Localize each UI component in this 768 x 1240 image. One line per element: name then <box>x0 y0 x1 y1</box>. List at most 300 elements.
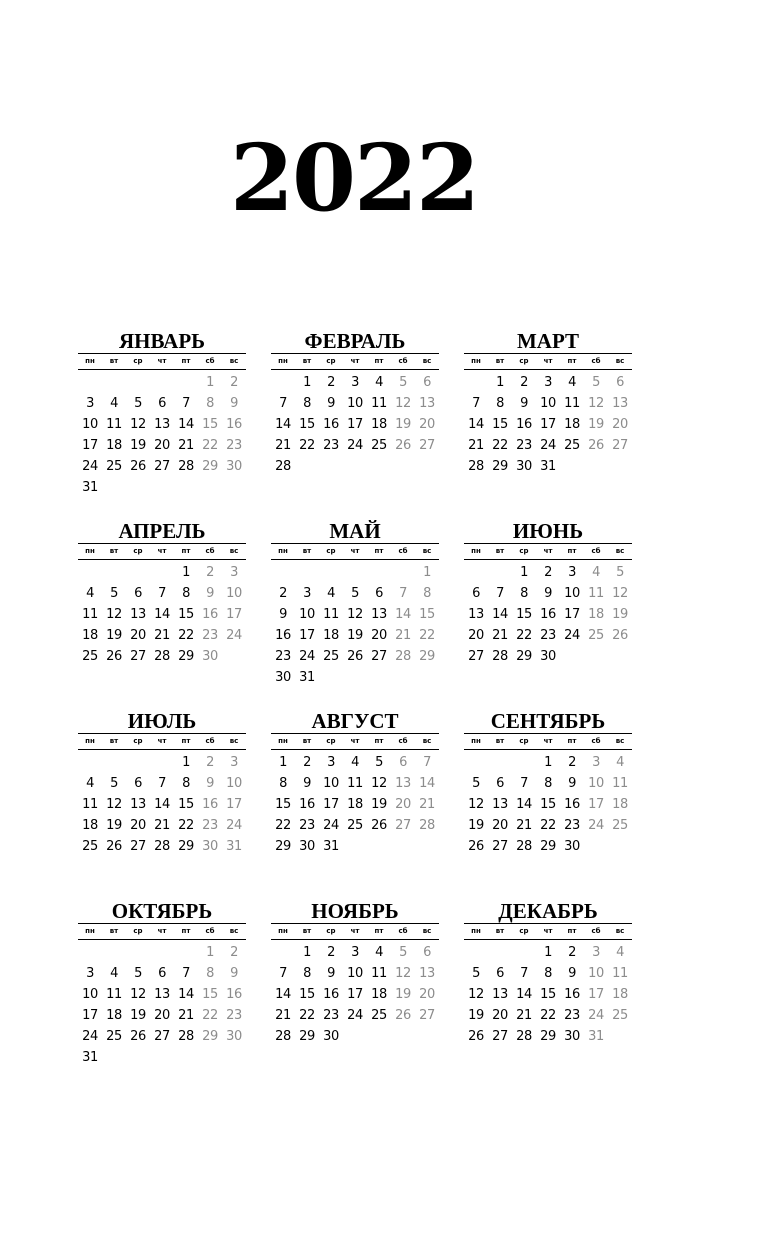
day-cell: 9 <box>303 776 311 791</box>
day-cell: 15 <box>540 797 556 812</box>
day-cell: 25 <box>82 649 98 664</box>
day-cell: 1 <box>423 565 431 580</box>
day-cell: 9 <box>568 776 576 791</box>
day-cell: 29 <box>540 839 556 854</box>
day-cell: 28 <box>275 459 291 474</box>
weekday-label: ср <box>133 357 143 365</box>
empty-cell <box>464 372 488 393</box>
weekday-label: сб <box>398 547 408 555</box>
day-cell: 23 <box>564 1008 580 1023</box>
day-cell: 7 <box>472 396 480 411</box>
day-cell: 13 <box>492 987 508 1002</box>
day-cell: 11 <box>323 607 339 622</box>
day-cell: 11 <box>82 607 98 622</box>
day-cell: 8 <box>496 396 504 411</box>
day-cell: 19 <box>130 438 146 453</box>
weekday-label: пн <box>471 737 481 745</box>
day-cell: 11 <box>612 966 628 981</box>
day-cell: 23 <box>299 818 315 833</box>
day-cell: 9 <box>230 396 238 411</box>
day-cell: 17 <box>323 797 339 812</box>
day-cell: 11 <box>371 396 387 411</box>
day-cell: 10 <box>299 607 315 622</box>
day-cell: 5 <box>134 966 142 981</box>
day-cell: 1 <box>206 945 214 960</box>
weekday-label: пт <box>567 737 577 745</box>
day-cell: 27 <box>419 1008 435 1023</box>
day-cell: 4 <box>86 776 94 791</box>
day-cell: 26 <box>130 1029 146 1044</box>
day-cell: 28 <box>419 818 435 833</box>
weekday-header <box>78 733 246 750</box>
day-cell: 17 <box>588 797 604 812</box>
day-cell: 27 <box>371 649 387 664</box>
weekday-label: пн <box>278 357 288 365</box>
weekday-label: вс <box>615 547 625 555</box>
day-cell: 3 <box>592 755 600 770</box>
day-cell: 8 <box>303 966 311 981</box>
day-cell: 20 <box>612 417 628 432</box>
weekday-label: вс <box>422 737 432 745</box>
days-grid <box>78 372 246 498</box>
empty-cell <box>126 372 150 393</box>
day-cell: 17 <box>226 797 242 812</box>
day-cell: 3 <box>568 565 576 580</box>
day-cell: 24 <box>347 1008 363 1023</box>
day-cell: 31 <box>82 1050 98 1065</box>
day-cell: 11 <box>371 966 387 981</box>
day-cell: 3 <box>230 565 238 580</box>
day-cell: 14 <box>468 417 484 432</box>
day-cell: 22 <box>299 438 315 453</box>
day-cell: 31 <box>323 839 339 854</box>
day-cell: 25 <box>612 818 628 833</box>
day-cell: 24 <box>323 818 339 833</box>
day-cell: 20 <box>419 417 435 432</box>
weekday-header <box>271 353 439 370</box>
day-cell: 3 <box>544 375 552 390</box>
day-cell: 20 <box>154 438 170 453</box>
day-cell: 22 <box>299 1008 315 1023</box>
weekday-label: пн <box>278 737 288 745</box>
month-name: ИЮЛЬ <box>127 709 197 733</box>
day-cell: 24 <box>588 818 604 833</box>
day-cell: 15 <box>299 417 315 432</box>
day-cell: 9 <box>327 966 335 981</box>
weekday-label: вс <box>229 737 239 745</box>
day-cell: 27 <box>492 839 508 854</box>
day-cell: 25 <box>371 438 387 453</box>
weekday-label: пн <box>278 927 288 935</box>
day-cell: 12 <box>106 797 122 812</box>
day-cell: 18 <box>564 417 580 432</box>
day-cell: 12 <box>468 797 484 812</box>
day-cell: 7 <box>182 966 190 981</box>
empty-cell <box>512 942 536 963</box>
day-cell: 31 <box>299 670 315 685</box>
day-cell: 12 <box>395 966 411 981</box>
day-cell: 26 <box>106 839 122 854</box>
day-cell: 25 <box>612 1008 628 1023</box>
day-cell: 13 <box>492 797 508 812</box>
month-block <box>78 330 246 520</box>
empty-cell <box>150 752 174 773</box>
day-cell: 2 <box>206 755 214 770</box>
day-cell: 12 <box>130 987 146 1002</box>
weekday-label: ср <box>326 357 336 365</box>
weekday-label: чт <box>157 737 167 745</box>
day-cell: 30 <box>564 1029 580 1044</box>
day-cell: 15 <box>419 607 435 622</box>
day-cell: 18 <box>612 797 628 812</box>
day-cell: 21 <box>492 628 508 643</box>
day-cell: 28 <box>178 1029 194 1044</box>
day-cell: 14 <box>275 417 291 432</box>
day-cell: 23 <box>323 438 339 453</box>
weekday-label: вс <box>422 357 432 365</box>
day-cell: 8 <box>423 586 431 601</box>
month-block <box>464 710 632 900</box>
day-cell: 12 <box>395 396 411 411</box>
day-cell: 21 <box>419 797 435 812</box>
day-cell: 6 <box>496 776 504 791</box>
empty-cell <box>512 752 536 773</box>
weekday-label: сб <box>398 737 408 745</box>
weekday-header <box>78 353 246 370</box>
days-grid <box>271 942 439 1047</box>
day-cell: 28 <box>154 839 170 854</box>
days-grid <box>78 752 246 857</box>
weekday-label: пт <box>374 737 384 745</box>
day-cell: 17 <box>226 607 242 622</box>
day-cell: 16 <box>323 417 339 432</box>
weekday-label: пт <box>374 357 384 365</box>
day-cell: 2 <box>206 565 214 580</box>
day-cell: 3 <box>592 945 600 960</box>
day-cell: 20 <box>130 628 146 643</box>
weekday-label: чт <box>157 357 167 365</box>
day-cell: 12 <box>371 776 387 791</box>
day-cell: 6 <box>423 945 431 960</box>
day-cell: 30 <box>202 649 218 664</box>
weekday-label: вт <box>109 357 119 365</box>
day-cell: 16 <box>275 628 291 643</box>
days-grid <box>464 562 632 667</box>
weekday-label: чт <box>543 737 553 745</box>
weekday-label: чт <box>350 547 360 555</box>
day-cell: 10 <box>226 776 242 791</box>
day-cell: 30 <box>323 1029 339 1044</box>
day-cell: 10 <box>540 396 556 411</box>
day-cell: 9 <box>206 586 214 601</box>
day-cell: 24 <box>299 649 315 664</box>
day-cell: 16 <box>226 987 242 1002</box>
day-cell: 17 <box>564 607 580 622</box>
month-name: СЕНТЯБРЬ <box>490 709 606 733</box>
day-cell: 6 <box>399 755 407 770</box>
empty-cell <box>271 372 295 393</box>
day-cell: 20 <box>492 818 508 833</box>
day-cell: 26 <box>347 649 363 664</box>
weekday-label: сб <box>398 927 408 935</box>
day-cell: 11 <box>612 776 628 791</box>
weekday-label: вт <box>495 927 505 935</box>
weekday-label: вс <box>229 547 239 555</box>
day-cell: 14 <box>178 987 194 1002</box>
empty-cell <box>78 752 102 773</box>
day-cell: 17 <box>540 417 556 432</box>
day-cell: 27 <box>130 839 146 854</box>
day-cell: 6 <box>158 396 166 411</box>
month-block <box>271 900 439 1090</box>
day-cell: 5 <box>375 755 383 770</box>
day-cell: 24 <box>226 628 242 643</box>
weekday-label: ср <box>133 547 143 555</box>
day-cell: 29 <box>202 1029 218 1044</box>
day-cell: 17 <box>82 438 98 453</box>
days-grid <box>464 752 632 857</box>
day-cell: 17 <box>347 987 363 1002</box>
day-cell: 29 <box>178 649 194 664</box>
day-cell: 14 <box>516 987 532 1002</box>
day-cell: 19 <box>106 628 122 643</box>
day-cell: 10 <box>347 966 363 981</box>
day-cell: 29 <box>516 649 532 664</box>
day-cell: 28 <box>395 649 411 664</box>
day-cell: 1 <box>279 755 287 770</box>
weekday-label: пт <box>181 357 191 365</box>
day-cell: 9 <box>544 586 552 601</box>
day-cell: 29 <box>299 1029 315 1044</box>
day-cell: 18 <box>612 987 628 1002</box>
day-cell: 28 <box>492 649 508 664</box>
day-cell: 4 <box>110 966 118 981</box>
empty-cell <box>126 562 150 583</box>
empty-cell <box>174 372 198 393</box>
day-cell: 17 <box>299 628 315 643</box>
day-cell: 13 <box>130 797 146 812</box>
day-cell: 5 <box>616 565 624 580</box>
day-cell: 14 <box>154 797 170 812</box>
day-cell: 19 <box>395 987 411 1002</box>
weekday-label: ср <box>326 547 336 555</box>
weekday-label: пн <box>85 927 95 935</box>
year-title: 2022 <box>229 124 479 232</box>
day-cell: 10 <box>323 776 339 791</box>
weekday-label: ср <box>326 737 336 745</box>
day-cell: 21 <box>516 818 532 833</box>
day-cell: 27 <box>154 459 170 474</box>
weekday-label: чт <box>350 927 360 935</box>
month-block <box>271 710 439 900</box>
day-cell: 2 <box>568 945 576 960</box>
weekday-label: чт <box>543 357 553 365</box>
month-block <box>464 330 632 520</box>
day-cell: 29 <box>202 459 218 474</box>
day-cell: 12 <box>130 417 146 432</box>
weekday-label: сб <box>205 547 215 555</box>
day-cell: 3 <box>303 586 311 601</box>
day-cell: 13 <box>130 607 146 622</box>
empty-cell <box>367 562 391 583</box>
day-cell: 19 <box>106 818 122 833</box>
day-cell: 21 <box>275 1008 291 1023</box>
weekday-label: сб <box>205 737 215 745</box>
day-cell: 25 <box>371 1008 387 1023</box>
weekday-label: пн <box>471 927 481 935</box>
day-cell: 14 <box>516 797 532 812</box>
day-cell: 30 <box>564 839 580 854</box>
empty-cell <box>78 942 102 963</box>
day-cell: 4 <box>616 755 624 770</box>
day-cell: 7 <box>182 396 190 411</box>
weekday-label: вт <box>109 737 119 745</box>
month-name: МАЙ <box>329 519 381 543</box>
month-name: ДЕКАБРЬ <box>498 899 598 923</box>
weekday-header <box>271 923 439 940</box>
day-cell: 8 <box>279 776 287 791</box>
empty-cell <box>271 942 295 963</box>
days-grid <box>271 562 439 688</box>
day-cell: 12 <box>347 607 363 622</box>
weekday-label: вт <box>109 927 119 935</box>
day-cell: 19 <box>468 818 484 833</box>
day-cell: 13 <box>395 776 411 791</box>
day-cell: 29 <box>275 839 291 854</box>
day-cell: 21 <box>178 1008 194 1023</box>
month-name: АВГУСТ <box>311 709 399 733</box>
day-cell: 5 <box>592 375 600 390</box>
weekday-label: пн <box>85 357 95 365</box>
day-cell: 14 <box>275 987 291 1002</box>
day-cell: 21 <box>178 438 194 453</box>
day-cell: 10 <box>347 396 363 411</box>
day-cell: 27 <box>419 438 435 453</box>
day-cell: 6 <box>375 586 383 601</box>
day-cell: 23 <box>516 438 532 453</box>
day-cell: 8 <box>520 586 528 601</box>
weekday-header <box>271 733 439 750</box>
day-cell: 10 <box>588 966 604 981</box>
weekday-label: вт <box>495 357 505 365</box>
day-cell: 1 <box>303 945 311 960</box>
day-cell: 19 <box>347 628 363 643</box>
weekday-header <box>464 923 632 940</box>
weekday-label: пт <box>181 547 191 555</box>
day-cell: 2 <box>230 945 238 960</box>
weekday-label: пт <box>567 547 577 555</box>
month-name: ЯНВАРЬ <box>118 329 206 353</box>
day-cell: 13 <box>419 396 435 411</box>
day-cell: 5 <box>399 945 407 960</box>
day-cell: 18 <box>106 1008 122 1023</box>
day-cell: 8 <box>544 776 552 791</box>
weekday-header <box>78 543 246 560</box>
day-cell: 9 <box>568 966 576 981</box>
day-cell: 6 <box>496 966 504 981</box>
day-cell: 14 <box>154 607 170 622</box>
day-cell: 21 <box>154 628 170 643</box>
weekday-label: вт <box>302 357 312 365</box>
days-grid <box>271 752 439 857</box>
day-cell: 18 <box>82 628 98 643</box>
day-cell: 4 <box>86 586 94 601</box>
day-cell: 18 <box>82 818 98 833</box>
day-cell: 12 <box>106 607 122 622</box>
day-cell: 15 <box>275 797 291 812</box>
weekday-label: сб <box>205 357 215 365</box>
day-cell: 13 <box>612 396 628 411</box>
weekday-label: пт <box>181 737 191 745</box>
day-cell: 7 <box>158 776 166 791</box>
calendar-grid <box>78 330 632 1090</box>
day-cell: 20 <box>130 818 146 833</box>
day-cell: 20 <box>371 628 387 643</box>
day-cell: 7 <box>423 755 431 770</box>
day-cell: 4 <box>375 945 383 960</box>
day-cell: 30 <box>516 459 532 474</box>
day-cell: 28 <box>154 649 170 664</box>
day-cell: 14 <box>178 417 194 432</box>
day-cell: 25 <box>588 628 604 643</box>
day-cell: 3 <box>86 966 94 981</box>
month-block <box>464 520 632 710</box>
day-cell: 4 <box>592 565 600 580</box>
day-cell: 10 <box>226 586 242 601</box>
day-cell: 18 <box>347 797 363 812</box>
day-cell: 8 <box>206 966 214 981</box>
day-cell: 26 <box>130 459 146 474</box>
day-cell: 5 <box>351 586 359 601</box>
day-cell: 3 <box>351 375 359 390</box>
day-cell: 4 <box>568 375 576 390</box>
day-cell: 8 <box>303 396 311 411</box>
weekday-label: сб <box>591 927 601 935</box>
day-cell: 22 <box>516 628 532 643</box>
day-cell: 14 <box>492 607 508 622</box>
weekday-label: ср <box>519 927 529 935</box>
day-cell: 23 <box>226 1008 242 1023</box>
month-name: АПРЕЛЬ <box>118 519 206 543</box>
day-cell: 20 <box>395 797 411 812</box>
empty-cell <box>488 562 512 583</box>
day-cell: 16 <box>540 607 556 622</box>
day-cell: 4 <box>327 586 335 601</box>
day-cell: 31 <box>82 480 98 495</box>
day-cell: 11 <box>82 797 98 812</box>
day-cell: 8 <box>206 396 214 411</box>
weekday-label: ср <box>519 737 529 745</box>
day-cell: 26 <box>468 1029 484 1044</box>
month-block <box>78 520 246 710</box>
day-cell: 21 <box>275 438 291 453</box>
weekday-label: пн <box>278 547 288 555</box>
day-cell: 22 <box>202 438 218 453</box>
day-cell: 29 <box>492 459 508 474</box>
day-cell: 13 <box>419 966 435 981</box>
day-cell: 30 <box>540 649 556 664</box>
day-cell: 10 <box>564 586 580 601</box>
day-cell: 6 <box>134 586 142 601</box>
empty-cell <box>150 372 174 393</box>
day-cell: 16 <box>226 417 242 432</box>
day-cell: 5 <box>472 776 480 791</box>
day-cell: 27 <box>130 649 146 664</box>
day-cell: 12 <box>612 586 628 601</box>
weekday-label: ср <box>326 927 336 935</box>
weekday-header <box>464 353 632 370</box>
day-cell: 25 <box>347 818 363 833</box>
